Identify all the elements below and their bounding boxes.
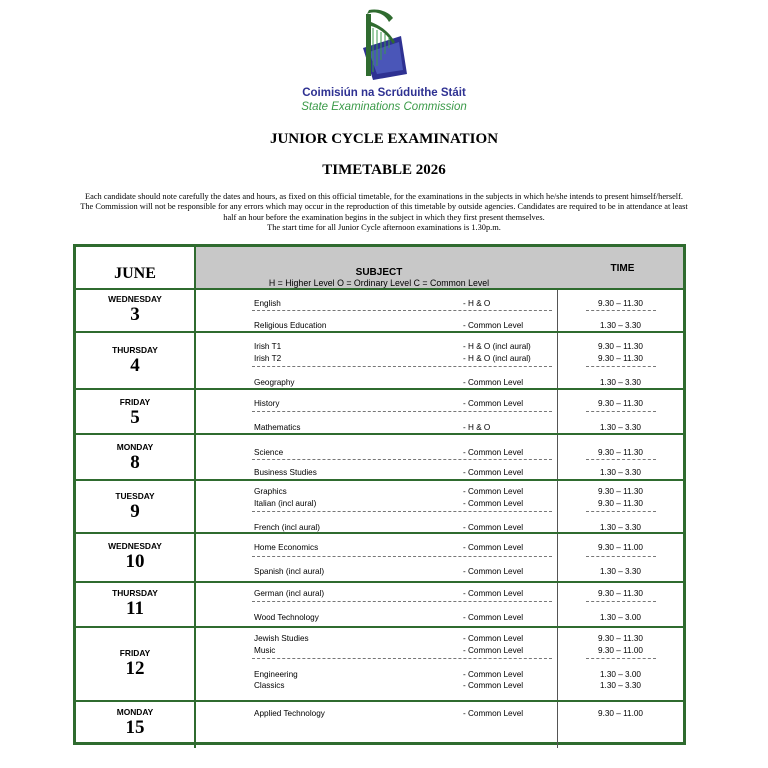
- table-row: [76, 333, 683, 390]
- day-number: 10: [125, 551, 145, 572]
- time-divider: [586, 459, 656, 460]
- subject-name: Music: [254, 646, 276, 655]
- subject-level: - Common Level: [463, 378, 524, 387]
- time-cell: [558, 702, 683, 748]
- subject-level: - H & O (incl aural): [463, 354, 531, 363]
- subject-level: - Common Level: [463, 646, 524, 655]
- subject-level: - Common Level: [463, 448, 524, 457]
- subject-name: Jewish Studies: [254, 634, 309, 643]
- exam-time: 1.30 – 3.30: [600, 567, 641, 576]
- weekday-label: THURSDAY: [112, 345, 158, 355]
- timetable: [73, 244, 686, 745]
- date-cell: [76, 390, 196, 433]
- exam-time: 9.30 – 11.30: [598, 354, 643, 363]
- exam-time: 1.30 – 3.30: [600, 423, 641, 432]
- session-divider: [252, 459, 552, 460]
- date-cell: [76, 333, 196, 388]
- date-cell: [76, 702, 196, 748]
- subject-level: - Common Level: [463, 709, 524, 718]
- subject-name: Graphics: [254, 487, 287, 496]
- subject-name: History: [254, 399, 280, 408]
- table-row: [76, 481, 683, 534]
- date-cell: [76, 628, 196, 700]
- time-cell: [558, 481, 683, 532]
- time-divider: [586, 601, 656, 602]
- table-row: [76, 290, 683, 333]
- time-cell: [558, 628, 683, 700]
- time-cell: [558, 390, 683, 433]
- session-divider: [252, 310, 552, 311]
- weekday-label: WEDNESDAY: [108, 541, 162, 551]
- subject-level: - Common Level: [463, 543, 524, 552]
- subject-level: - Common Level: [463, 499, 524, 508]
- day-number: 9: [130, 501, 140, 522]
- date-cell: [76, 583, 196, 626]
- exam-time: 1.30 – 3.30: [600, 468, 641, 477]
- intro-text: [50, 192, 718, 234]
- time-cell: [558, 435, 683, 479]
- time-cell: [558, 583, 683, 626]
- exam-time: 9.30 – 11.30: [598, 399, 643, 408]
- page-subtitle: TIMETABLE 2026: [322, 162, 446, 178]
- subject-name: Mathematics: [254, 423, 301, 432]
- org-name-irish: Coimisiún na Scrúduithe Stáit: [302, 87, 466, 99]
- exam-time: 9.30 – 11.30: [598, 448, 643, 457]
- date-cell: [76, 290, 196, 331]
- subject-level: - H & O: [463, 423, 491, 432]
- subject-level: - H & O (incl aural): [463, 342, 531, 351]
- subject-level: - Common Level: [463, 321, 524, 330]
- subject-level: - Common Level: [463, 670, 524, 679]
- time-divider: [586, 658, 656, 659]
- exam-time: 9.30 – 11.30: [598, 589, 643, 598]
- subject-cell: [196, 481, 558, 532]
- page-title: JUNIOR CYCLE EXAMINATION: [269, 131, 499, 147]
- subject-name: Geography: [254, 378, 295, 387]
- subject-cell: [196, 333, 558, 388]
- table-row: [76, 435, 683, 481]
- subject-level: - Common Level: [463, 567, 524, 576]
- subject-name: Engineering: [254, 670, 298, 679]
- subject-cell: [196, 290, 558, 331]
- subject-level: - Common Level: [463, 399, 524, 408]
- subject-name: Science: [254, 448, 284, 457]
- weekday-label: THURSDAY: [112, 588, 158, 598]
- subject-cell: [196, 702, 558, 748]
- subject-name: Business Studies: [254, 468, 317, 477]
- exam-time: 9.30 – 11.00: [598, 709, 643, 718]
- session-divider: [252, 601, 552, 602]
- time-divider: [586, 366, 656, 367]
- weekday-label: TUESDAY: [115, 491, 155, 501]
- harp-logo-icon: [349, 8, 419, 84]
- subject-header: SUBJECT: [355, 267, 403, 278]
- session-divider: [252, 556, 552, 557]
- subject-name: Classics: [254, 681, 285, 690]
- day-number: 3: [130, 304, 140, 325]
- time-header: TIME: [562, 247, 683, 288]
- day-number: 12: [125, 658, 145, 679]
- session-divider: [252, 411, 552, 412]
- subject-level: - Common Level: [463, 468, 524, 477]
- weekday-label: MONDAY: [116, 442, 154, 452]
- table-row: [76, 534, 683, 583]
- exam-time: 9.30 – 11.30: [598, 634, 643, 643]
- intro-line: Each candidate should note carefully the dates and hours, as fixed on this official timetable, for the examinations in the subjects in which he/she intends to present himself/herself.: [84, 192, 684, 201]
- session-divider: [252, 658, 552, 659]
- table-header: [76, 247, 683, 290]
- subject-name: German (incl aural): [254, 589, 325, 598]
- subject-level: - Common Level: [463, 634, 524, 643]
- time-divider: [586, 411, 656, 412]
- exam-time: 9.30 – 11.00: [598, 646, 643, 655]
- day-number: 4: [130, 355, 140, 376]
- exam-time: 1.30 – 3.30: [600, 681, 641, 690]
- exam-time: 1.30 – 3.30: [600, 321, 641, 330]
- subject-name: Irish T2: [254, 354, 282, 363]
- exam-time: 1.30 – 3.00: [600, 613, 641, 622]
- day-number: 11: [126, 598, 144, 619]
- subject-cell: [196, 534, 558, 581]
- subject-name: Spanish (incl aural): [254, 567, 325, 576]
- exam-time: 9.30 – 11.00: [598, 543, 643, 552]
- subject-cell: [196, 435, 558, 479]
- day-number: 15: [125, 717, 145, 738]
- subject-header-cell: [196, 247, 562, 288]
- time-cell: [558, 290, 683, 331]
- subject-level: - Common Level: [463, 487, 524, 496]
- levels-key: H = Higher Level O = Ordinary Level C = Common Level: [268, 278, 490, 288]
- subject-cell: [196, 390, 558, 433]
- exam-time: 1.30 – 3.30: [600, 378, 641, 387]
- exam-time: 1.30 – 3.00: [600, 670, 641, 679]
- time-cell: [558, 333, 683, 388]
- subject-name: French (incl aural): [254, 523, 320, 532]
- subject-name: Italian (incl aural): [254, 499, 317, 508]
- subject-level: - Common Level: [463, 523, 524, 532]
- weekday-label: WEDNESDAY: [108, 294, 162, 304]
- intro-line: The start time for all Junior Cycle afternoon examinations is 1.30p.m.: [267, 223, 501, 233]
- exam-time: 9.30 – 11.30: [598, 487, 643, 496]
- day-number: 8: [130, 452, 140, 473]
- subject-name: English: [254, 299, 281, 308]
- weekday-label: FRIDAY: [119, 648, 151, 658]
- time-divider: [586, 511, 656, 512]
- table-row: [76, 702, 683, 748]
- weekday-label: FRIDAY: [119, 397, 151, 407]
- session-divider: [252, 366, 552, 367]
- exam-time: 1.30 – 3.30: [600, 523, 641, 532]
- date-cell: [76, 481, 196, 532]
- date-cell: [76, 435, 196, 479]
- subject-name: Wood Technology: [254, 613, 319, 622]
- session-divider: [252, 511, 552, 512]
- exam-time: 9.30 – 11.30: [598, 299, 643, 308]
- exam-time: 9.30 – 11.30: [598, 499, 643, 508]
- subject-name: Home Economics: [254, 543, 319, 552]
- table-row: [76, 390, 683, 435]
- subject-level: - Common Level: [463, 681, 524, 690]
- intro-line: half an hour before the examination begins in the subject in which they first present themselves.: [223, 212, 545, 222]
- day-number: 5: [130, 407, 140, 428]
- org-name-english: State Examinations Commission: [301, 101, 467, 113]
- table-row: [76, 628, 683, 702]
- time-divider: [586, 310, 656, 311]
- table-row: [76, 583, 683, 628]
- subject-name: Religious Education: [254, 321, 327, 330]
- subject-cell: [196, 628, 558, 700]
- subject-level: - Common Level: [463, 613, 524, 622]
- subject-level: - Common Level: [463, 589, 524, 598]
- subject-cell: [196, 583, 558, 626]
- subject-name: Irish T1: [254, 342, 282, 351]
- exam-time: 9.30 – 11.30: [598, 342, 643, 351]
- date-cell: [76, 534, 196, 581]
- time-divider: [586, 556, 656, 557]
- subject-level: - H & O: [463, 299, 491, 308]
- weekday-label: MONDAY: [116, 707, 154, 717]
- time-cell: [558, 534, 683, 581]
- month-header: JUNE: [76, 247, 196, 288]
- intro-line: The Commission will not be responsible for any errors which may occur in the reproduction of this timetable by outside agencies. Candidates are required to be in attendance at least: [80, 202, 688, 212]
- subject-name: Applied Technology: [254, 709, 325, 718]
- logo: [0, 8, 768, 84]
